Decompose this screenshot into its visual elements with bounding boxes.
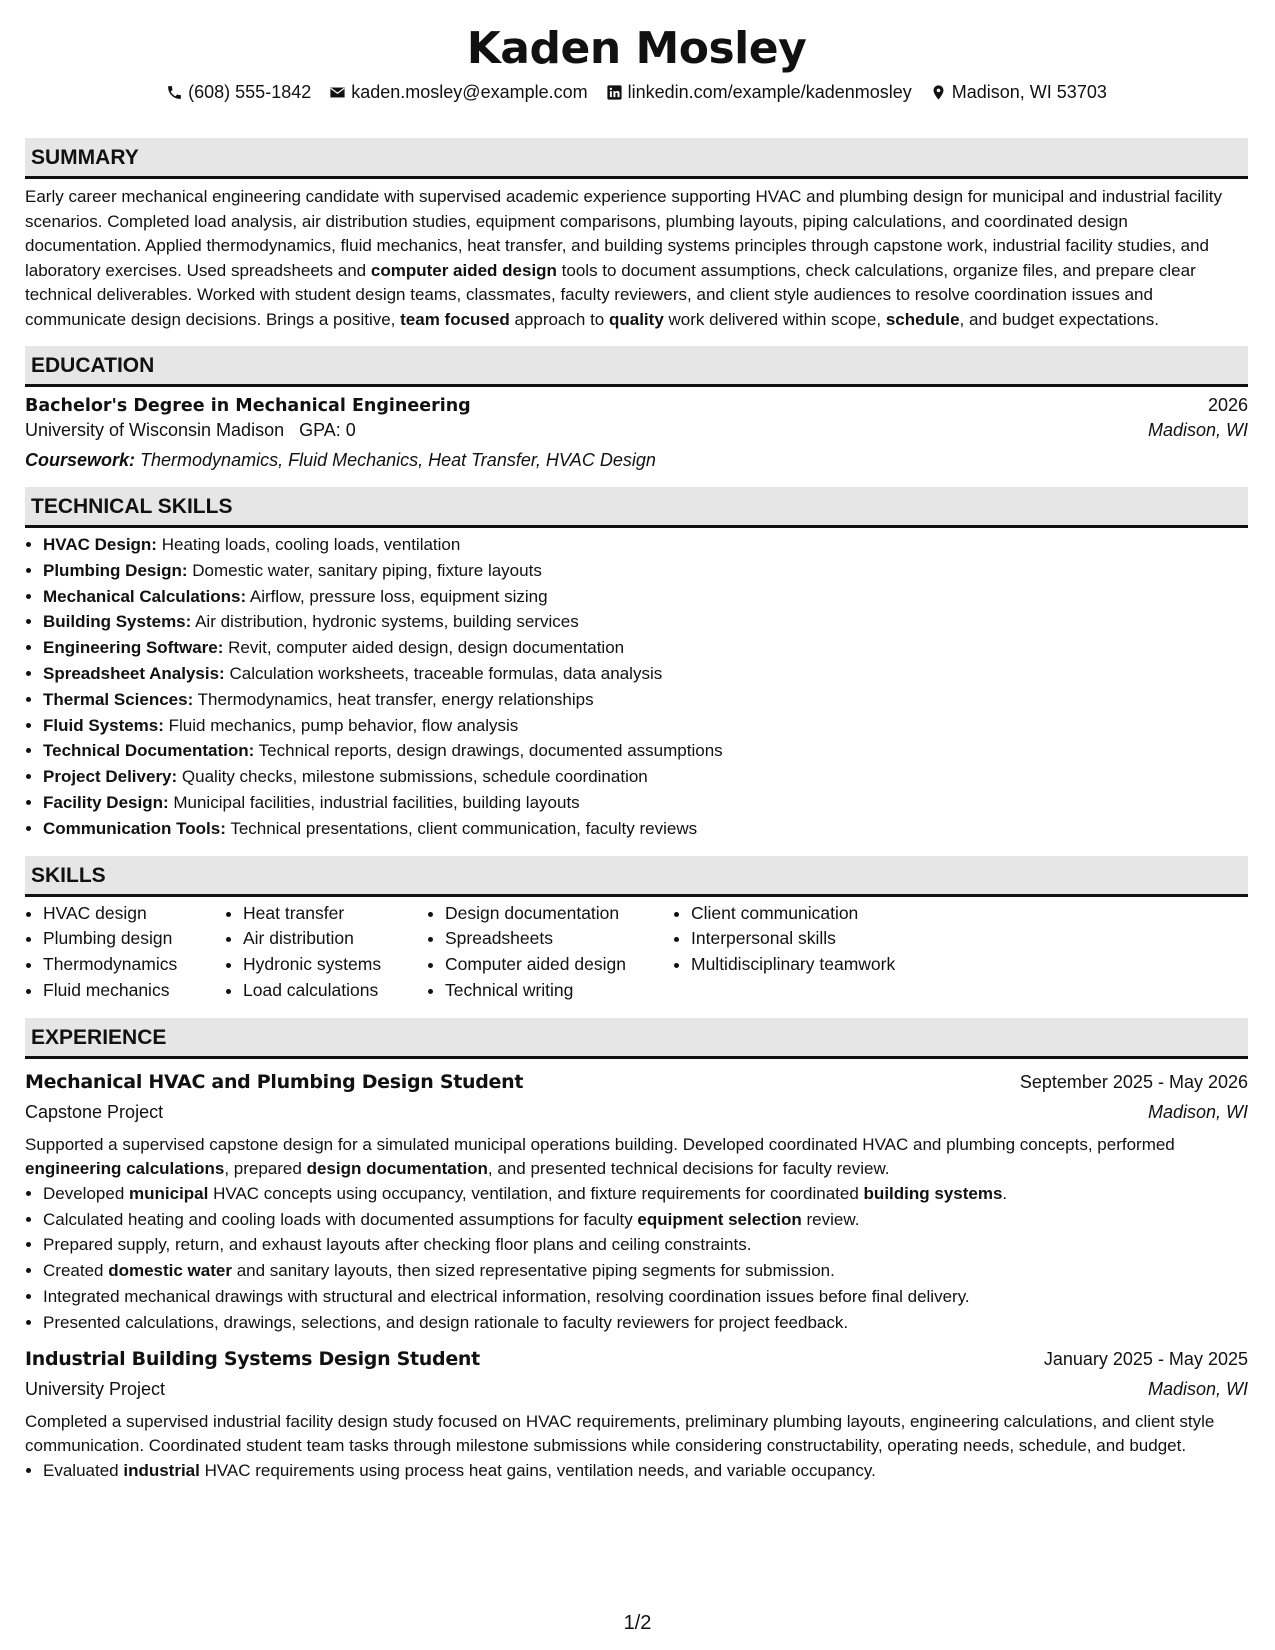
technical-skill-item	[43, 661, 1248, 687]
job-subheader	[25, 1097, 1248, 1127]
summary-text	[25, 185, 1248, 332]
skills-column	[25, 901, 225, 1004]
skill-details: Domestic water, sanitary piping, fixture layouts	[187, 560, 542, 580]
skill-category: Spreadsheet Analysis:	[43, 663, 225, 683]
job-bullet	[43, 1181, 1248, 1207]
job-description	[25, 1133, 1248, 1181]
degree-title: Bachelor's Degree in Mechanical Engineering	[25, 396, 471, 416]
skill-item: • Thermodynamics	[43, 952, 225, 978]
contact-phone	[166, 80, 311, 104]
text-run: , prepared	[224, 1158, 307, 1178]
skill-category: Plumbing Design:	[43, 560, 188, 580]
technical-skill-item	[43, 584, 1248, 610]
skill-item: • Design documentation	[445, 901, 673, 927]
job-bullet	[43, 1207, 1248, 1233]
text-run: Integrated mechanical drawings with structural and electrical information, resolving coordination issues before final delivery.	[43, 1286, 970, 1306]
skill-item: • Computer aided design	[445, 952, 673, 978]
job-subheader	[25, 1374, 1248, 1404]
technical-skill-item	[43, 790, 1248, 816]
text-run: , and budget expectations.	[959, 309, 1159, 329]
education-heading: EDUCATION	[25, 346, 1248, 387]
skill-details: Air distribution, hydronic systems, building services	[191, 612, 579, 632]
technical-skills-heading: TECHNICAL SKILLS	[25, 487, 1248, 528]
school-info	[25, 420, 356, 441]
text-run: Supported a supervised capstone design for a simulated municipal operations building. Developed coordinated HVAC and plumbing concepts, performed	[25, 1134, 1175, 1154]
skill-item: • Multidisciplinary teamwork	[691, 952, 951, 978]
page-number: 1/2	[623, 1612, 652, 1634]
technical-skill-item	[43, 816, 1248, 842]
email-text: kaden.mosley@example.com	[351, 82, 588, 102]
summary-heading: SUMMARY	[25, 138, 1248, 179]
job-bullets	[25, 1181, 1248, 1336]
technical-skill-item	[43, 532, 1248, 558]
technical-skill-item	[43, 635, 1248, 661]
skill-category: Engineering Software:	[43, 638, 224, 658]
text-run: Presented calculations, drawings, selections, and design rationale to faculty reviewers for project feedback.	[43, 1312, 849, 1332]
text-run: HVAC concepts using occupancy, ventilation, and fixture requirements for coordinated	[208, 1183, 864, 1203]
emphasis-text: municipal	[129, 1183, 209, 1203]
text-run: Early career mechanical engineering candidate with supervised academic experience supporting HVAC and plumbing design for municipal and industrial facility scenarios. Completed load analysis, air distribution studies, equipment comparisons, plumbing layouts, piping calculations, and coordinated design documentation. Applied thermodynamics, fluid mechanics, heat transfer, and building systems principles through capstone work, industrial facility studies, and laboratory exercises. Used spreadsheets and	[25, 187, 1222, 280]
skill-category: Technical Documentation:	[43, 741, 255, 761]
skill-details: Calculation worksheets, traceable formulas, data analysis	[224, 663, 663, 683]
emphasis-text: design documentation	[306, 1158, 488, 1178]
experience-list	[25, 1067, 1248, 1484]
skill-details: Technical reports, design drawings, documented assumptions	[254, 741, 723, 761]
job-bullet	[43, 1232, 1248, 1258]
linkedin-text: linkedin.com/example/kadenmosley	[627, 82, 912, 102]
envelope-icon	[329, 84, 346, 101]
skill-category: Building Systems:	[43, 612, 192, 632]
contact-email[interactable]	[329, 80, 587, 104]
skill-item: • Client communication	[691, 901, 951, 927]
skill-details: Fluid mechanics, pump behavior, flow analysis	[163, 715, 519, 735]
job-bullet	[43, 1458, 1248, 1484]
skill-category: Fluid Systems:	[43, 715, 164, 735]
school-location: Madison, WI	[1147, 420, 1248, 440]
skill-category: Communication Tools:	[43, 818, 226, 838]
text-run: review.	[801, 1209, 860, 1229]
technical-skill-item	[43, 738, 1248, 764]
skill-item: • Technical writing	[445, 978, 673, 1004]
experience-entry	[25, 1067, 1248, 1336]
skills-column	[673, 901, 951, 1004]
job-title: Mechanical HVAC and Plumbing Design Student	[25, 1070, 524, 1093]
text-run: HVAC requirements using process heat gains, ventilation needs, and variable occupancy.	[199, 1460, 876, 1480]
emphasis-text: engineering calculations	[25, 1158, 225, 1178]
job-dates: September 2025 - May 2026	[1019, 1071, 1248, 1092]
text-run: and sanitary layouts, then sized representative piping segments for submission.	[231, 1261, 835, 1281]
coursework-label: Coursework:	[25, 450, 136, 470]
emphasis-text: equipment selection	[637, 1209, 802, 1229]
phone-icon	[166, 84, 183, 101]
skill-item: • Fluid mechanics	[43, 978, 225, 1004]
job-bullet	[43, 1310, 1248, 1336]
location-text: Madison, WI 53703	[951, 82, 1107, 102]
university-name: University of Wisconsin Madison	[25, 420, 285, 440]
text-run: .	[1002, 1183, 1008, 1203]
job-dates: January 2025 - May 2025	[1043, 1348, 1248, 1369]
job-location: Madison, WI	[1147, 1101, 1248, 1122]
job-title: Industrial Building Systems Design Student	[25, 1347, 480, 1370]
text-run: tools to document assumptions, check calculations, organize files, and prepare clear technical deliverables. Worked with student design teams, classmates, faculty reviewers, and client style audiences to resolve coordination issues and communicate design decisions. Brings a positive,	[25, 260, 1196, 329]
skills-heading: SKILLS	[25, 856, 1248, 897]
skills-grid	[25, 901, 1248, 1004]
skill-details: Quality checks, milestone submissions, schedule coordination	[177, 767, 648, 787]
education-row-school	[25, 420, 1248, 441]
skill-category: Mechanical Calculations:	[43, 586, 247, 606]
skill-item: • Interpersonal skills	[691, 926, 951, 952]
text-run: approach to	[509, 309, 609, 329]
emphasis-text: computer aided design	[370, 260, 557, 280]
emphasis-text: industrial	[123, 1460, 200, 1480]
skill-category: HVAC Design:	[43, 535, 157, 554]
contact-linkedin[interactable]	[606, 80, 912, 104]
skill-item: • Heat transfer	[243, 901, 427, 927]
education-row-degree	[25, 395, 1248, 416]
contact-bar	[25, 80, 1248, 104]
linkedin-icon	[606, 84, 623, 101]
text-run: work delivered within scope,	[663, 309, 886, 329]
emphasis-text: building systems	[863, 1183, 1003, 1203]
skill-category: Facility Design:	[43, 792, 169, 812]
skill-details: Thermodynamics, heat transfer, energy relationships	[193, 689, 594, 709]
coursework	[25, 447, 1248, 473]
skills-column	[225, 901, 427, 1004]
technical-skill-item	[43, 687, 1248, 713]
job-organization: University Project	[25, 1378, 166, 1399]
technical-skill-item	[43, 713, 1248, 739]
technical-skill-item	[43, 558, 1248, 584]
experience-entry	[25, 1344, 1248, 1484]
technical-skill-item	[43, 764, 1248, 790]
emphasis-text: schedule	[885, 309, 960, 329]
text-run: Evaluated	[43, 1460, 124, 1480]
skill-details: Revit, computer aided design, design documentation	[223, 638, 625, 658]
skill-details: Heating loads, cooling loads, ventilation	[156, 535, 461, 554]
job-header	[25, 1067, 1248, 1097]
skills-column	[427, 901, 673, 1004]
graduation-year: 2026	[1207, 395, 1248, 415]
job-location: Madison, WI	[1147, 1378, 1248, 1399]
emphasis-text: quality	[608, 309, 664, 329]
map-pin-icon	[930, 84, 947, 101]
skill-details: Municipal facilities, industrial facilities, building layouts	[168, 792, 580, 812]
coursework-list: Thermodynamics, Fluid Mechanics, Heat Transfer, HVAC Design	[135, 450, 656, 470]
technical-skills-list	[25, 532, 1248, 842]
contact-location	[930, 80, 1107, 104]
text-run: Completed a supervised industrial facility design study focused on HVAC requirements, preliminary plumbing layouts, engineering calculations, and client style communication. Coordinated student team tasks through milestone submissions while considering constructability, operating needs, schedule, and budget.	[25, 1411, 1215, 1455]
gpa: GPA: 0	[299, 420, 356, 440]
skill-item: • Spreadsheets	[445, 926, 673, 952]
text-run: Created	[43, 1261, 109, 1281]
skill-details: Technical presentations, client communication, faculty reviews	[225, 818, 698, 838]
emphasis-text: team focused	[400, 309, 510, 329]
text-run: Prepared supply, return, and exhaust layouts after checking floor plans and ceiling constraints.	[43, 1235, 752, 1255]
skill-item: • HVAC design	[43, 901, 225, 927]
skill-item: • Air distribution	[243, 926, 427, 952]
job-description	[25, 1410, 1248, 1458]
skill-details: Airflow, pressure loss, equipment sizing	[246, 586, 548, 606]
text-run: , and presented technical decisions for faculty review.	[487, 1158, 890, 1178]
skill-category: Thermal Sciences:	[43, 689, 194, 709]
job-header	[25, 1344, 1248, 1374]
job-bullet	[43, 1284, 1248, 1310]
candidate-name: Kaden Mosley	[466, 23, 807, 74]
emphasis-text: domestic water	[108, 1261, 232, 1281]
job-bullet	[43, 1258, 1248, 1284]
phone-text: (608) 555-1842	[188, 82, 312, 102]
skill-category: Project Delivery:	[43, 767, 178, 787]
job-organization: Capstone Project	[25, 1101, 164, 1122]
job-bullets	[25, 1458, 1248, 1484]
skill-item: • Plumbing design	[43, 926, 225, 952]
experience-heading: EXPERIENCE	[25, 1018, 1248, 1059]
text-run: Developed	[43, 1183, 130, 1203]
technical-skill-item	[43, 609, 1248, 635]
text-run: Calculated heating and cooling loads with documented assumptions for faculty	[43, 1209, 638, 1229]
skill-item: • Hydronic systems	[243, 952, 427, 978]
skill-item: • Load calculations	[243, 978, 427, 1004]
